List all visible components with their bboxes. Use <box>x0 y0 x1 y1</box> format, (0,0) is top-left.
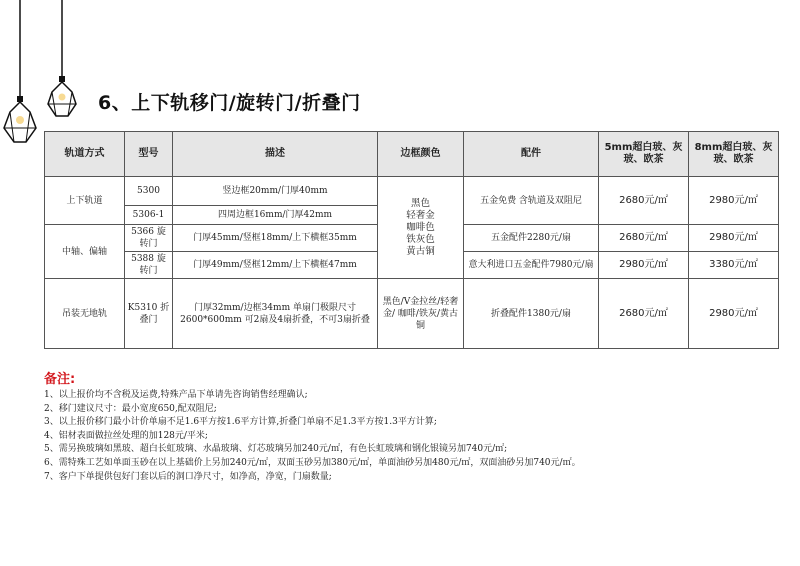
header-price-8mm: 8mm超白玻、灰玻、欧茶 <box>689 132 779 177</box>
page-title: 6、上下轨移门/旋转门/折叠门 <box>98 92 361 114</box>
cell-parts: 五金免费 含轨道及双阻尼 <box>464 177 599 225</box>
cell-model: K5310 折叠门 <box>125 279 173 349</box>
notes-section <box>44 372 784 484</box>
cell-price-5mm: 2680元/㎡ <box>599 177 689 225</box>
frame-color: 咖啡色 <box>406 221 435 233</box>
cell-desc: 四周边框16mm/门厚42mm <box>173 206 378 225</box>
cell-model: 5366 旋转门 <box>125 225 173 252</box>
pendant-lamp-icon <box>4 0 36 142</box>
table-row <box>45 279 779 349</box>
cell-price-8mm: 3380元/㎡ <box>689 252 779 279</box>
cell-price-8mm: 2980元/㎡ <box>689 177 779 225</box>
cell-frame-colors: 黑色/V金拉丝/轻奢金/ 咖啡/铁灰/黄古铜 <box>378 279 464 349</box>
cell-parts: 意大利进口五金配件7980元/扇 <box>464 252 599 279</box>
pendant-lamps-decoration <box>0 0 90 150</box>
price-table <box>44 131 779 349</box>
cell-price-5mm: 2680元/㎡ <box>599 279 689 349</box>
table-header-row <box>45 132 779 177</box>
cell-desc: 门厚32mm/边框34mm 单扇门极限尺寸2600*600mm 可2扇及4扇折叠，不可3扇折叠 <box>173 279 378 349</box>
note-item: 5、需另换玻璃如黑玻、超白长虹玻璃、水晶玻璃、灯芯玻璃另加240元/㎡，有色长虹玻璃和钢化银镜另加740元/㎡; <box>44 444 508 455</box>
cell-model: 5300 <box>125 177 173 206</box>
cell-track: 上下轨道 <box>45 177 125 225</box>
header-frame: 边框颜色 <box>378 132 464 177</box>
frame-color: 轻奢金 <box>406 209 435 221</box>
cell-desc: 门厚49mm/竖框12mm/上下横框47mm <box>173 252 378 279</box>
frame-color: 铁灰色 <box>406 233 435 245</box>
cell-frame-colors <box>378 177 464 279</box>
frame-color: 黑色 <box>410 197 430 209</box>
note-item: 7、客户下单提供包好门套以后的洞口净尺寸，如净高，净宽，门扇数量; <box>44 471 332 482</box>
cell-price-8mm: 2980元/㎡ <box>689 225 779 252</box>
cell-model: 5306-1 <box>125 206 173 225</box>
note-item: 2、移门建议尺寸：最小宽度650,配双阻尼; <box>44 403 217 414</box>
header-model: 型号 <box>125 132 173 177</box>
cell-model: 5388 旋转门 <box>125 252 173 279</box>
table-row <box>45 177 779 206</box>
cell-price-5mm: 2680元/㎡ <box>599 225 689 252</box>
note-item: 6、需特殊工艺如单面玉砂在以上基础价上另加240元/㎡，双面玉砂另加380元/㎡，单面油砂另加480元/㎡，双面油砂另加740元/㎡。 <box>44 457 581 468</box>
pendant-lamp-icon <box>48 0 76 116</box>
cell-parts: 五金配件2280元/扇 <box>464 225 599 252</box>
cell-parts: 折叠配件1380元/扇 <box>464 279 599 349</box>
header-track: 轨道方式 <box>45 132 125 177</box>
header-desc: 描述 <box>173 132 378 177</box>
notes-heading: 备注: <box>44 372 76 387</box>
header-price-5mm: 5mm超白玻、灰玻、欧茶 <box>599 132 689 177</box>
cell-desc: 门厚45mm/竖框18mm/上下横框35mm <box>173 225 378 252</box>
note-item: 1、以上报价均不含税及运费,特殊产品下单请先咨询销售经理确认; <box>44 390 308 400</box>
frame-color: 黄古铜 <box>406 245 435 257</box>
cell-desc: 竖边框20mm/门厚40mm <box>173 177 378 206</box>
cell-track: 吊装无地轨 <box>45 279 125 349</box>
cell-track: 中轴、偏轴 <box>45 225 125 279</box>
cell-price-8mm: 2980元/㎡ <box>689 279 779 349</box>
note-item: 4、铝材表面做拉丝处理的加128元/平米; <box>44 430 208 441</box>
cell-price-5mm: 2980元/㎡ <box>599 252 689 279</box>
note-item: 3、以上报价移门最小计价单扇不足1.6平方按1.6平方计算,折叠门单扇不足1.3平方按1.3平方计算; <box>44 417 437 428</box>
header-parts: 配件 <box>464 132 599 177</box>
